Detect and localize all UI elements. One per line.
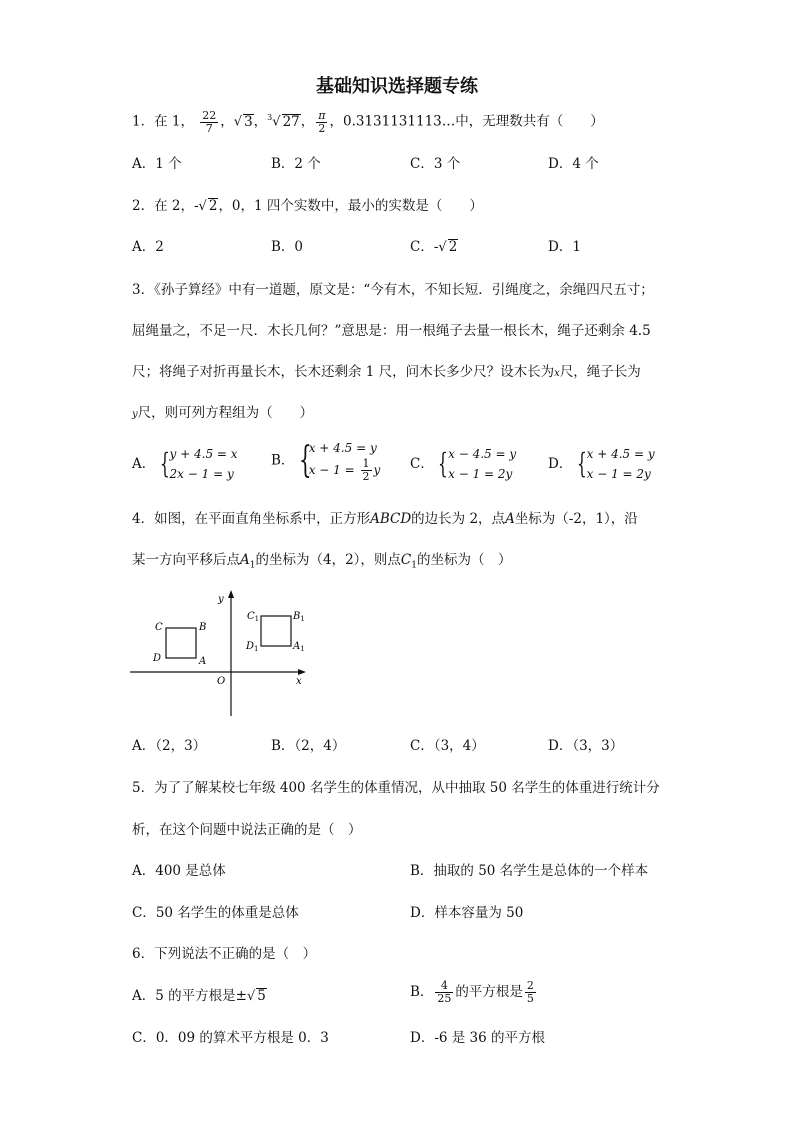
q1-option-a[interactable]: A．1 个 [132,156,182,172]
radical-sign: √ [233,114,243,130]
q3-var-y: y [132,409,138,420]
y-axis-label: y [218,594,224,605]
label-c: C [155,622,163,633]
q3-option-c[interactable] [410,444,516,484]
origin-label: O [217,676,226,687]
equation [309,458,381,483]
q1-frac-den: 7 [205,121,213,135]
frac-den: 25 [437,992,452,1005]
label-b1-letter: B [293,611,301,622]
q1-cbrt-index: 3 [267,113,273,122]
q4-line-2 [132,550,512,576]
equation: x − 4.5 = y [448,447,517,461]
label-c1-sub: 1 [254,615,260,623]
label-a1-sub: 1 [300,645,305,653]
brace: { [438,447,448,480]
frac-den: 2 [362,470,370,483]
x-axis-arrow-icon [298,669,306,675]
q4-option-a[interactable]: A．（2，3） [132,738,207,754]
q4-line-1-pre: 4．如图，在平面直角坐标系中，正方形 [132,511,371,527]
q6-option-a-text: A．5 的平方根是± [132,988,247,1004]
q1-cbrt-27: 27 [282,113,300,130]
q3-option-d-label: D． [548,456,573,472]
q3-line-3-pre: 尺；将绳子对折再量长木，长木还剩余 1 尺，问木长多少尺？设木长为 [132,364,555,380]
label-c1 [247,611,259,623]
q3-option-b[interactable] [271,438,380,483]
equation: y + 4.5 = x [169,447,238,461]
q4-coordinate-figure [130,588,310,720]
q1-fraction-22-7 [200,110,218,135]
y-axis-arrow-icon [228,590,234,598]
square-abcd [166,628,196,658]
subscript: 1 [249,560,256,571]
q3-option-d-system [577,444,655,484]
q3-option-c-label: C． [410,456,434,472]
q2-option-d[interactable]: D．1 [548,239,581,255]
q3-option-a-system [160,444,238,484]
q3-line-2: 屈绳量之，不足一尺．木长几何？”意思是：用一根绳子去量一根长木，绳子还剩余 4.5 [132,323,651,339]
q5-option-d[interactable]: D．样本容量为 50 [410,905,524,921]
q4-line-1 [132,509,638,529]
q1-text-post: ，0.3131131113…中，无理数共有（ ） [329,113,604,130]
label-a1-letter: A [293,641,301,652]
q3-line-3-post: 尺，绳子长为 [559,364,641,380]
square-a1b1c1d1 [261,616,291,646]
q1-sqrt-3: 3 [244,113,253,130]
fraction-1-2 [361,458,372,483]
q4-line-1-post: 坐标为（-2，1），沿 [514,511,638,527]
radical-sign: √ [272,114,281,130]
point-a1: A [240,552,250,568]
equation: x − 1 = 2y [586,467,651,481]
q6-option-b-label: B． [410,984,434,1000]
brace: { [159,447,170,480]
point-c1: C [400,552,412,568]
radical-sign: √ [198,199,207,214]
q3-option-a[interactable] [132,444,238,484]
b-eq2-post: y [373,463,381,477]
brace: { [298,440,312,481]
q3-option-c-system [438,444,516,484]
q2-option-b[interactable]: B．0 [271,239,304,255]
q4-line-2-mid: 的坐标为（4，2），则点 [255,552,401,568]
fraction-4-25 [435,980,453,1005]
q3-line-1: 3．《孙子算经》中有一道题，原文是：“今有木，不知长短．引绳度之，余绳四尺五寸； [132,282,654,298]
q6-option-d[interactable]: D．-6 是 36 的平方根 [410,1030,546,1046]
frac-num: 1 [362,457,370,470]
equation: x + 4.5 = y [308,441,377,455]
page-title: 基础知识选择题专练 [316,76,478,97]
label-d1-sub: 1 [254,645,259,653]
q2-option-a[interactable]: A．2 [132,239,164,255]
q1-fraction-pi-2 [316,110,327,135]
q6-option-b-mid: 的平方根是 [455,984,523,1000]
frac-num: 2 [526,979,534,992]
q3-line-3 [132,362,641,384]
radical-sign: √ [438,240,447,255]
fraction-2-5 [525,980,536,1005]
q5-option-c[interactable]: C．50 名学生的体重是总体 [132,905,299,921]
q2-option-c-label: C．- [410,239,439,255]
q2-text-post: ，0，1 四个实数中，最小的实数是（ ） [218,198,483,214]
q1-option-d[interactable]: D．4 个 [548,156,599,172]
q3-option-a-label: A． [132,456,156,472]
equation: x − 1 = 2y [448,467,513,481]
label-d1-letter: D [246,641,255,652]
q4-line-2-pre: 某一方向平移后点 [132,552,240,568]
q4-option-c[interactable]: C．（3，4） [410,738,485,754]
label-d: D [153,653,162,664]
square-name: ABCD [370,511,412,527]
q1-frac2-den: 2 [318,121,326,135]
label-b: B [199,622,207,633]
subscript: 1 [411,560,417,571]
equation: 2x − 1 = y [169,467,234,481]
q1-option-b[interactable]: B．2 个 [271,156,321,172]
q1-frac-num: 22 [202,108,217,122]
q2-sqrt-2: 2 [208,198,218,214]
label-d1 [245,641,259,653]
q5-option-b[interactable]: B．抽取的 50 名学生是总体的一个样本 [410,863,649,879]
label-a: A [199,656,207,667]
q2-option-c[interactable] [410,237,458,258]
q5-line-1: 5．为了了解某校七年级 400 名学生的体重情况，从中抽取 50 名学生的体重进行统计分 [132,780,660,796]
frac-num: 4 [435,980,453,993]
point-a: A [505,511,515,527]
question-1: 1．在 1， $\frac{22}{7}$ ，√ 3，$^3$√ 27， $\frac{\pi}{2}$ ，0.3131131113…中，无理数共有（ ） [132,108,604,135]
label-a1 [292,641,305,653]
label-c1-letter: C [247,611,255,622]
q6-line-1: 6．下列说法不正确的是（ ） [132,946,317,962]
q3-line-4 [132,403,313,425]
q2-option-c-sqrt: 2 [448,239,458,255]
q3-option-d[interactable] [548,444,655,484]
q4-line-1-mid: 的边长为 2，点 [411,511,506,527]
q3-line-4-text: 尺，则可列方程组为（ ） [137,405,314,421]
q4-line-2-post: 的坐标为（ ） [417,552,512,568]
q6-option-a-sqrt: 5 [257,988,266,1004]
frac-den: 5 [526,992,534,1005]
q6-option-a[interactable] [132,986,267,1007]
q3-option-b-label: B． [271,452,295,469]
q5-option-a[interactable]: A．400 是总体 [132,863,226,879]
q1-frac2-num: π [318,108,326,122]
q3-var-x: x [554,368,560,379]
b-eq2-pre: x − 1 = [308,463,359,477]
q6-option-b[interactable] [410,980,538,1005]
q5-line-2: 析，在这个问题中说法正确的是（ ） [132,822,362,838]
radical-sign: √ [246,989,256,1004]
q1-text-pre: 1．在 1， [132,113,194,130]
q4-option-d[interactable]: D．（3，3） [548,738,624,754]
q1-option-c[interactable]: C．3 个 [410,156,461,172]
label-b1 [292,611,305,623]
q3-option-b-system [299,438,381,483]
q4-option-b[interactable]: B．（2，4） [271,738,346,754]
question-2: 2．在 2，-√ 2，0，1 四个实数中，最小的实数是（ ） [132,198,483,214]
q6-option-c[interactable]: C．0．09 的算术平方根是 0．3 [132,1030,329,1046]
q2-text-pre: 2．在 2， [132,198,194,214]
x-axis-label: x [296,676,302,687]
equation: x + 4.5 = y [586,447,655,461]
label-b1-sub: 1 [300,615,305,623]
brace: { [576,447,587,480]
